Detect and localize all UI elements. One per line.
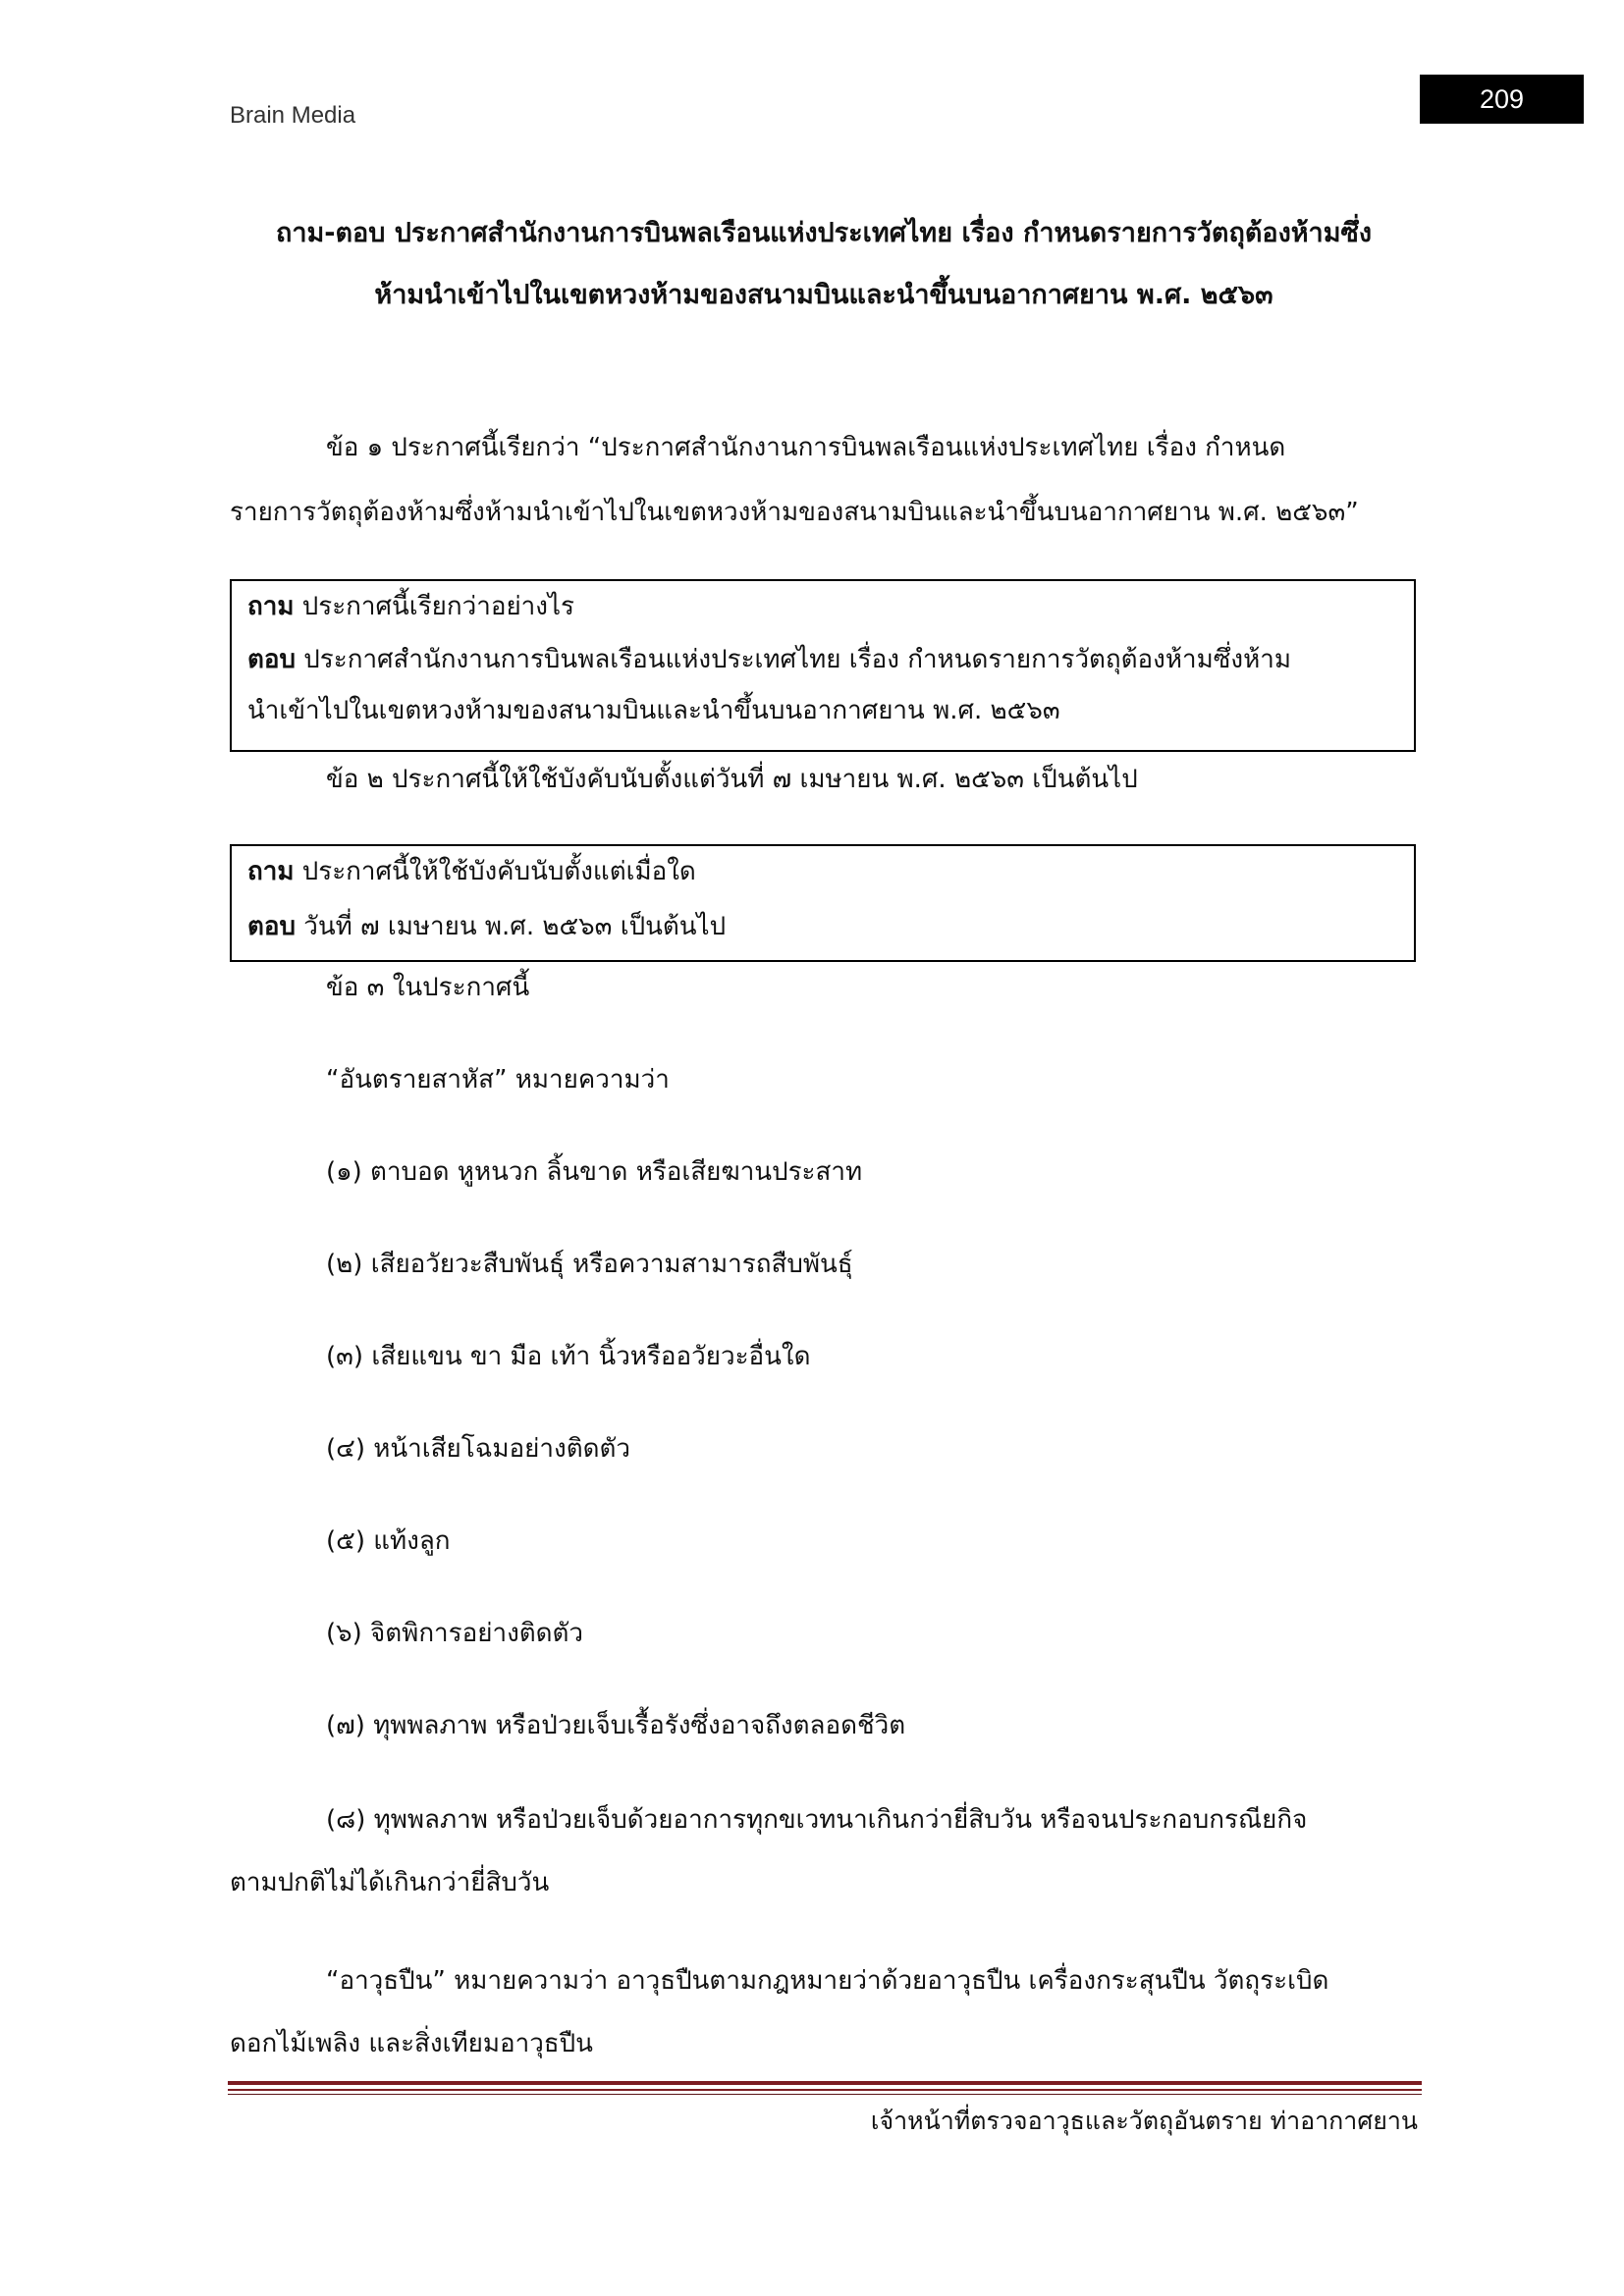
- qa1-answer: [247, 640, 1291, 679]
- list-item: (๑) ตาบอด หูหนวก ลิ้นขาด หรือเสียฆานประสาท: [326, 1157, 863, 1187]
- answer-label: ตอบ: [247, 912, 297, 941]
- list-item: (๕) แท้งลูก: [326, 1526, 451, 1556]
- term-weapon-line-2: ดอกไม้เพลิง และสิ่งเทียมอาวุธปืน: [230, 2029, 593, 2058]
- term-weapon-line-1: “อาวุธปืน” หมายความว่า อาวุธปืนตามกฎหมายว่าด้วยอาวุธปืน เครื่องกระสุนปืน วัตถุระเบิด: [326, 1966, 1329, 1996]
- qa-box-1: [230, 579, 1416, 752]
- question-text: ประกาศนี้เรียกว่าอย่างไร: [294, 592, 575, 621]
- list-item: (๒) เสียอวัยวะสืบพันธุ์ หรือความสามารถสืบพันธุ์: [326, 1250, 853, 1279]
- term-danger-definition: “อันตรายสาหัส” หมายความว่า: [326, 1065, 670, 1095]
- answer-text: ประกาศสำนักงานการบินพลเรือนแห่งประเทศไทย เรื่อง กำหนดรายการวัตถุต้องห้ามซึ่งห้าม: [296, 645, 1291, 674]
- brand-label: Brain Media: [230, 102, 356, 129]
- list-item: (๗) ทุพพลภาพ หรือป่วยเจ็บเรื้อรังซึ่งอาจถึงตลอดชีวิต: [326, 1711, 906, 1740]
- list-item: (๓) เสียแขน ขา มือ เท้า นิ้วหรืออวัยวะอื่นใด: [326, 1342, 811, 1371]
- section2-line: ข้อ ๒ ประกาศนี้ให้ใช้บังคับนับตั้งแต่วันที่ ๗ เมษายน พ.ศ. ๒๕๖๓ เป็นต้นไป: [326, 765, 1138, 794]
- question-label: ถาม: [247, 592, 295, 621]
- title-line-1: ถาม-ตอบ ประกาศสำนักงานการบินพลเรือนแห่งประเทศไทย เรื่อง กำหนดรายการวัตถุต้องห้ามซึ่ง: [275, 218, 1373, 248]
- answer-label: ตอบ: [247, 645, 297, 674]
- page-number: 209: [1420, 75, 1584, 124]
- footer-text: เจ้าหน้าที่ตรวจอาวุธและวัตถุอันตราย ท่าอากาศยาน: [870, 2107, 1418, 2135]
- footer-divider: [228, 2081, 1422, 2095]
- question-label: ถาม: [247, 857, 295, 886]
- document-title: [230, 202, 1418, 326]
- list-item: (๖) จิตพิการอย่างติดตัว: [326, 1619, 584, 1648]
- list-item-8-line-2: ตามปกติไม่ได้เกินกว่ายี่สิบวัน: [230, 1868, 550, 1897]
- section3-heading: ข้อ ๓ ในประกาศนี้: [326, 973, 530, 1002]
- qa2-answer: [247, 907, 726, 946]
- list-item-8-line-1: (๘) ทุพพลภาพ หรือป่วยเจ็บด้วยอาการทุกขเวทนาเกินกว่ายี่สิบวัน หรือจนประกอบกรณียกิจ: [326, 1805, 1308, 1835]
- list-item: (๔) หน้าเสียโฉมอย่างติดตัว: [326, 1434, 630, 1464]
- qa1-question: [247, 587, 574, 626]
- qa1-answer-line-2: นำเข้าไปในเขตหวงห้ามของสนามบินและนำขึ้นบนอากาศยาน พ.ศ. ๒๕๖๓: [247, 696, 1060, 725]
- section1-line-2: รายการวัตถุต้องห้ามซึ่งห้ามนำเข้าไปในเขตหวงห้ามของสนามบินและนำขึ้นบนอากาศยาน พ.ศ. ๒๕๖๓”: [230, 498, 1359, 527]
- answer-text: วันที่ ๗ เมษายน พ.ศ. ๒๕๖๓ เป็นต้นไป: [296, 912, 727, 941]
- qa2-question: [247, 852, 696, 891]
- section1-line-1: ข้อ ๑ ประกาศนี้เรียกว่า “ประกาศสำนักงานการบินพลเรือนแห่งประเทศไทย เรื่อง กำหนด: [326, 433, 1286, 462]
- qa-box-2: [230, 844, 1416, 962]
- title-line-2: ห้ามนำเข้าไปในเขตหวงห้ามของสนามบินและนำขึ้นบนอากาศยาน พ.ศ. ๒๕๖๓: [374, 280, 1273, 310]
- question-text: ประกาศนี้ให้ใช้บังคับนับตั้งแต่เมื่อใด: [294, 857, 696, 886]
